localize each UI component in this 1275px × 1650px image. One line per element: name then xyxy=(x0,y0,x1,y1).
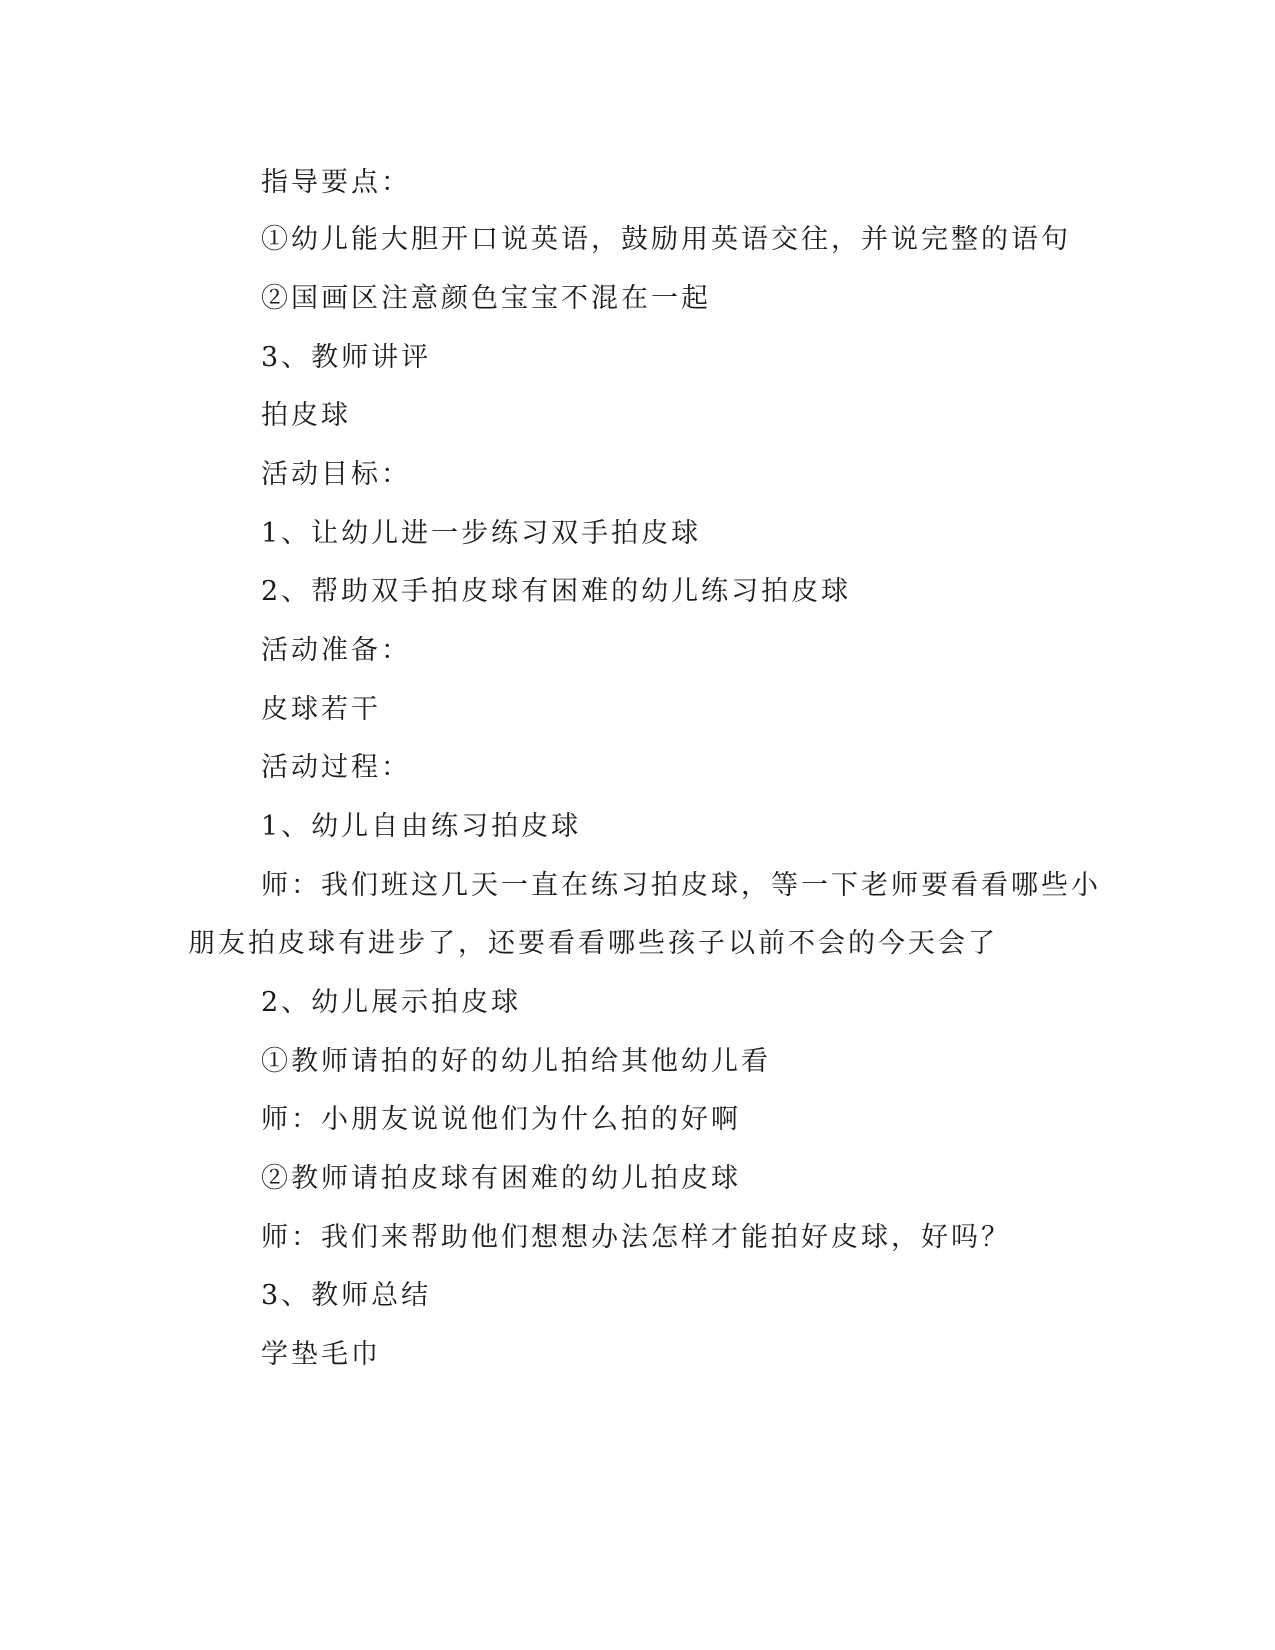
goal-item-1: 1、让幼儿进一步练习双手拍皮球 xyxy=(261,518,702,549)
process-step-1: 1、幼儿自由练习拍皮球 xyxy=(261,811,582,842)
process-step-3: 3、教师总结 xyxy=(261,1280,432,1311)
guidance-point-1: ①幼儿能大胆开口说英语，鼓励用英语交往，并说完整的语句 xyxy=(261,224,1071,255)
teacher-review-item: 3、教师讲评 xyxy=(261,342,432,373)
teacher-speech-3: 师：我们来帮助他们想想办法怎样才能拍好皮球，好吗？ xyxy=(261,1222,1011,1253)
guidance-point-2: ②国画区注意颜色宝宝不混在一起 xyxy=(261,283,711,314)
guidance-heading: 指导要点： xyxy=(261,167,411,198)
teacher-speech-line-2: 朋友拍皮球有进步了，还要看看哪些孩子以前不会的今天会了 xyxy=(188,928,998,959)
next-activity-title: 学垫毛巾 xyxy=(261,1339,381,1370)
activity-goals-heading: 活动目标： xyxy=(261,459,411,490)
process-substep-2: ②教师请拍皮球有困难的幼儿拍皮球 xyxy=(261,1163,741,1194)
process-step-2: 2、幼儿展示拍皮球 xyxy=(261,987,522,1018)
activity-title: 拍皮球 xyxy=(261,400,351,431)
teacher-speech-2: 师：小朋友说说他们为什么拍的好啊 xyxy=(261,1104,741,1135)
preparation-item: 皮球若干 xyxy=(261,694,381,725)
teacher-speech-line-1: 师：我们班这几天一直在练习拍皮球，等一下老师要看看哪些小 xyxy=(261,870,1101,901)
activity-process-heading: 活动过程： xyxy=(261,752,411,783)
process-substep-1: ①教师请拍的好的幼儿拍给其他幼儿看 xyxy=(261,1046,771,1077)
activity-preparation-heading: 活动准备： xyxy=(261,635,411,666)
goal-item-2: 2、帮助双手拍皮球有困难的幼儿练习拍皮球 xyxy=(261,576,852,607)
